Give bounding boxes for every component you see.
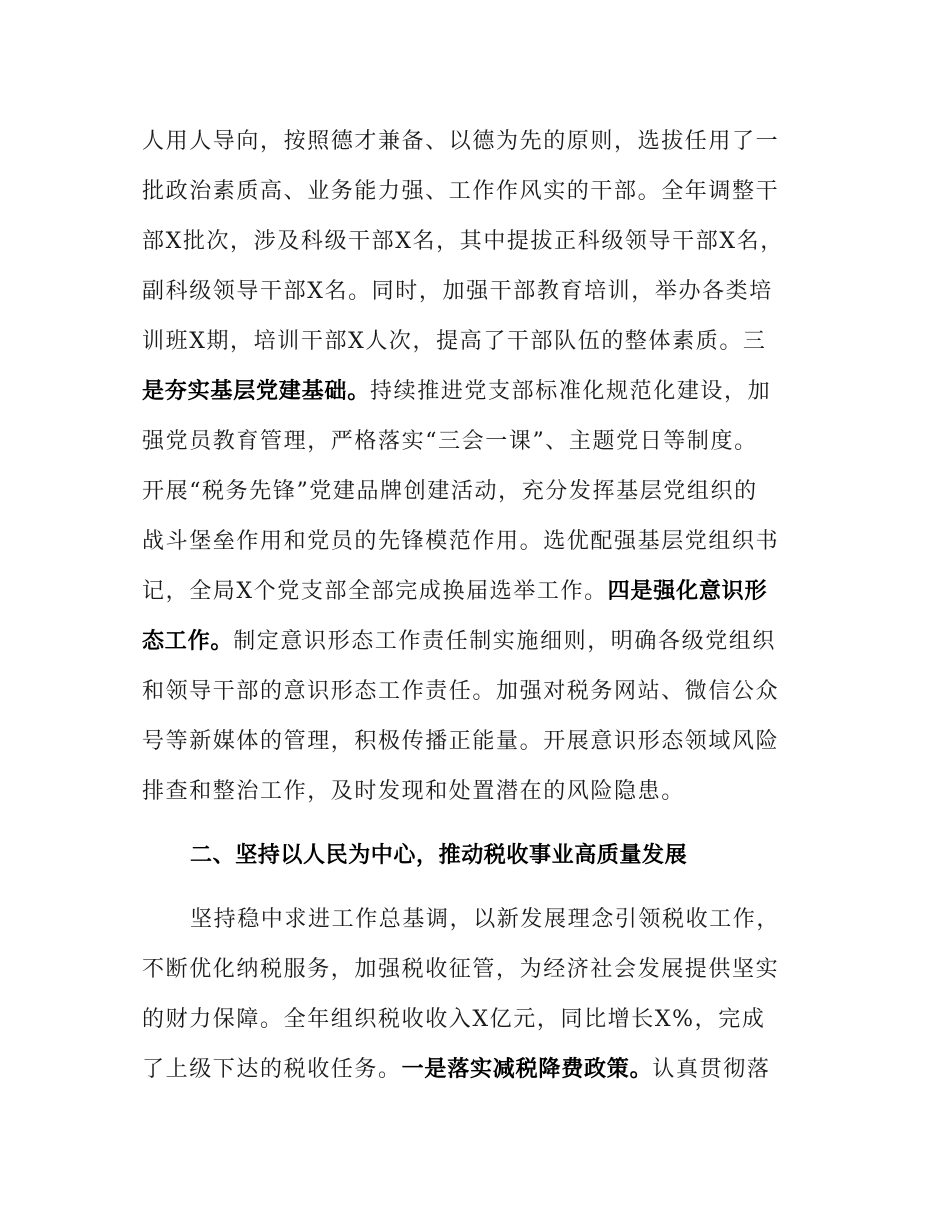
body-line: 不断优化纳税服务，加强税收征管，为经济社会发展提供坚实 (142, 957, 780, 982)
bold-key-phrase: 态工作。 (142, 629, 234, 654)
body-line: 和领导干部的意识形态工作责任。加强对税务网站、微信公众 (142, 679, 780, 704)
body-line: 开展“税务先锋”党建品牌创建活动，充分发挥基层党组织的 (142, 479, 758, 504)
body-line: 坚持稳中求进工作总基调，以新发展理念引领税收工作， (190, 907, 781, 932)
body-line: 强党员教育管理，严格落实“三会一课”、主题党日等制度。 (142, 429, 758, 454)
body-line: 的财力保障。全年组织税收收入X亿元，同比增长X%，完成 (142, 1007, 766, 1032)
body-line: 副科级领导干部X名。同时，加强干部教育培训，举办各类培 (142, 279, 773, 304)
body-line: 人用人导向，按照德才兼备、以德为先的原则，选拔任用了一 (142, 129, 780, 154)
body-line: 记，全局X个党支部全部完成换届选举工作。四是强化意识形 (142, 579, 768, 604)
body-line: 批政治素质高、业务能力强、工作作风实的干部。全年调整干 (142, 179, 780, 204)
body-line: 号等新媒体的管理，积极传播正能量。开展意识形态领域风险 (142, 729, 780, 754)
body-line: 训班X期，培训干部X人次，提高了干部队伍的整体素质。三 (142, 329, 767, 354)
body-line: 排查和整治工作，及时发现和处置潜在的风险隐患。 (142, 779, 685, 804)
bold-key-phrase: 是夯实基层党建基础。 (142, 379, 371, 404)
body-line: 部X批次，涉及科级干部X名，其中提拔正科级领导干部X名， (142, 229, 784, 254)
body-line: 态工作。制定意识形态工作责任制实施细则，明确各级党组织 (142, 629, 777, 654)
bold-key-phrase: 四是强化意识形 (607, 579, 768, 604)
bold-key-phrase: 一是落实减税降费政策。 (401, 1057, 653, 1082)
section-heading: 二、坚持以人民为中心，推动税收事业高质量发展 (190, 843, 688, 868)
body-line: 战斗堡垒作用和党员的先锋模范作用。选优配强基层党组织书 (142, 529, 780, 554)
body-line: 了上级下达的税收任务。一是落实减税降费政策。认真贯彻落 (142, 1057, 771, 1082)
body-line: 是夯实基层党建基础。持续推进党支部标准化规范化建设，加 (142, 379, 772, 404)
